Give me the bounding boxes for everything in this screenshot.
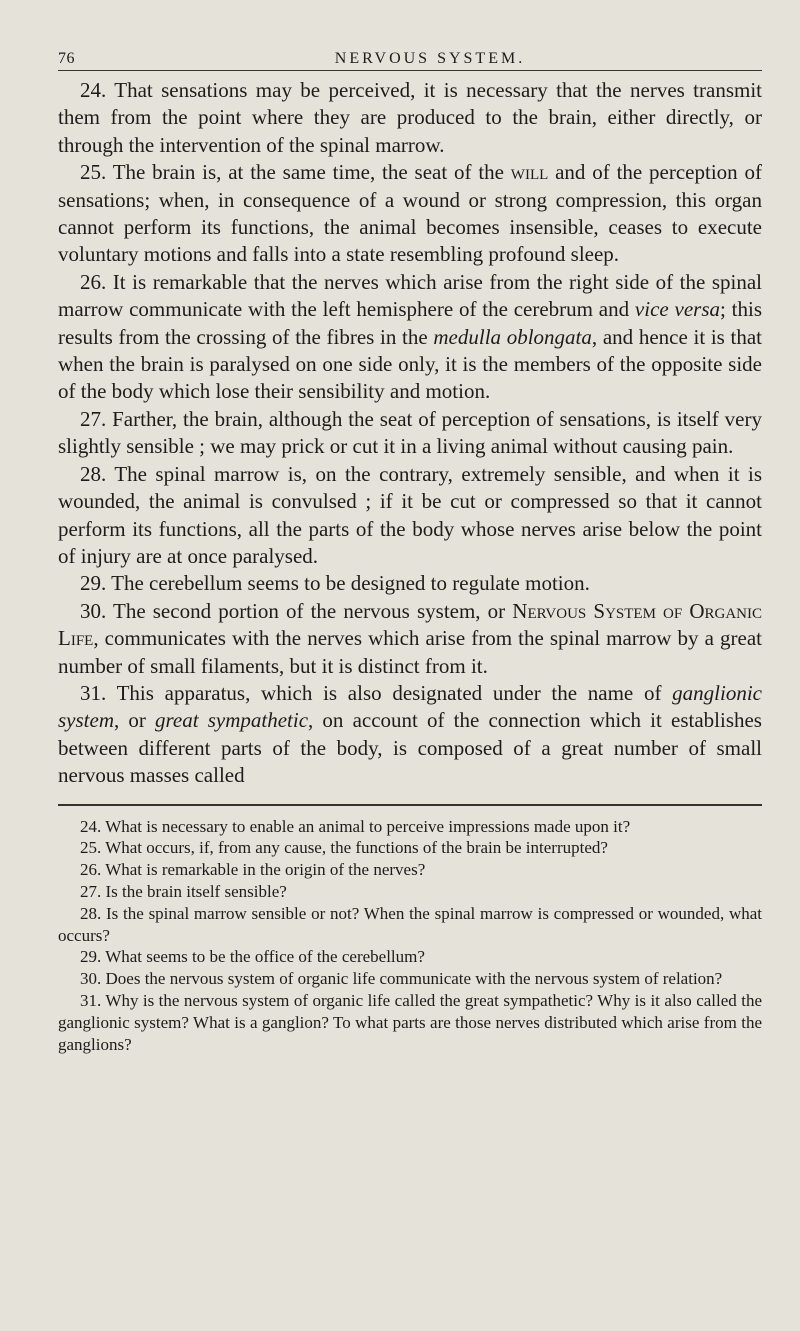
paragraph-30 (58, 598, 762, 680)
term-great-sympathetic: great sympathetic (155, 708, 309, 733)
question-31: 31. Why is the nervous system of organic life called the great sympathetic? Why is it also called the ganglionic system? What is a ganglion? To what parts are those nerves distributed which arise from the ganglions? (58, 990, 762, 1054)
paragraph-31 (58, 680, 762, 790)
paragraph-25-text: 25. The brain is, at the same time, the seat of the (80, 160, 511, 185)
paragraph-26-text: 26. It is remarkable that the nerves which arise from the right side of the spinal marrow communicate with the left hemisphere of the cerebrum and (58, 269, 762, 322)
term-vice-versa: vice versa (634, 297, 721, 322)
paragraph-31-text-cont: , or (114, 708, 156, 733)
paragraph-26 (58, 269, 762, 406)
question-29: 29. What seems to be the office of the cerebellum? (80, 947, 425, 967)
paragraph-26-text-end: , and hence it is that when the brain is paralysed on one side only, it is the members of the opposite side of the body which lose their sensibility and motion. (58, 324, 763, 404)
question-24: 24. What is necessary to enable an animal to perceive impressions made upon it? (80, 816, 631, 836)
term-will: will (510, 160, 549, 185)
paragraph-24: 24. That sensations may be perceived, it is necessary that the nerves transmit them from the point where they are produced to the brain, either directly, or through the intervention of the spinal marrow. (58, 78, 762, 157)
term-ganglionic-system: ganglionic system (58, 680, 762, 733)
section-divider (58, 804, 762, 806)
term-medulla-oblongata: medulla oblongata (433, 324, 592, 349)
page-number: 76 (58, 50, 75, 67)
main-text (58, 77, 762, 790)
paragraph-29: 29. The cerebellum seems to be designed to regulate motion. (80, 571, 590, 596)
paragraph-26-text-cont: ; this results from the crossing of the fibres in the (58, 297, 762, 349)
paragraph-30-text: 30. The second portion of the nervous system, or (80, 598, 513, 623)
paragraph-27: 27. Farther, the brain, although the seat of perception of sensations, is itself very slightly sensible ; we may prick or cut it in a living animal without causing pain. (58, 406, 762, 459)
running-title: NERVOUS SYSTEM. (334, 50, 526, 67)
paragraph-31-text-end: , on account of the connection which it establishes between different parts of the body, is composed of a great number of small nervous masses called (58, 708, 762, 788)
question-27: 27. Is the brain itself sensible? (80, 881, 287, 901)
paragraph-28: 28. The spinal marrow is, on the contrary, extremely sensible, and when it is wounded, the animal is convulsed ; if it be cut or compressed so that it cannot perform its functions, all the parts of the body whose nerves arise below the point of injury are at once paralysed. (58, 461, 762, 568)
question-26: 26. What is remarkable in the origin of the nerves? (80, 860, 426, 880)
review-questions (58, 816, 762, 1056)
paragraph-31-text: 31. This apparatus, which is also designated under the name of (80, 680, 673, 705)
term-nervous-system-organic-life: Nervous System of Organic Life (58, 598, 762, 651)
running-header (58, 42, 762, 71)
question-30: 30. Does the nervous system of organic life communicate with the nervous system of relation? (80, 969, 723, 989)
paragraph-30-text-cont: , communicates with the nerves which arise from the spinal marrow by a great number of small filaments, but it is distinct from it. (58, 626, 762, 678)
paragraph-25 (58, 159, 762, 269)
question-25: 25. What occurs, if, from any cause, the functions of the brain be interrupted? (80, 838, 608, 858)
question-28: 28. Is the spinal marrow sensible or not? When the spinal marrow is compressed or wounded, what occurs? (58, 903, 762, 945)
paragraph-25-text-cont: and of the perception of sensations; when, in consequence of a wound or strong compression, this organ cannot perform its functions, the animal becomes insensible, ceases to execute voluntary motions and falls into a state resembling profound sleep. (58, 160, 762, 267)
